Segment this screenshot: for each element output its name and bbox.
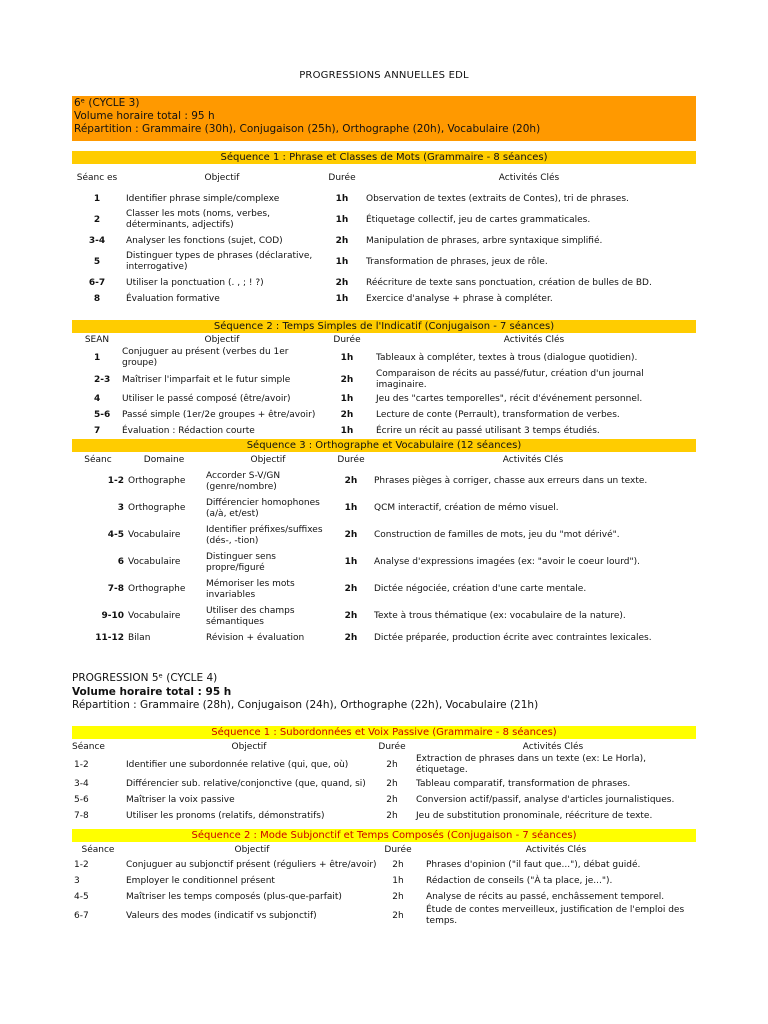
table-cell: Distinguer types de phrases (déclarative, interrogative) xyxy=(126,251,313,272)
table-cell: Conjuguer au présent (verbes du 1er groupe) xyxy=(122,347,289,368)
table-cell: 1h xyxy=(344,503,358,513)
document-title: PROGRESSIONS ANNUELLES EDL xyxy=(299,70,469,81)
cycle4-heading: PROGRESSION 5ᵉ (CYCLE 4) xyxy=(72,672,218,684)
c3-seq3-table xyxy=(72,452,696,646)
table-cell: Analyser les fonctions (sujet, COD) xyxy=(126,235,283,246)
table-row xyxy=(72,630,696,646)
cycle4-repartition: Répartition : Grammaire (28h), Conjugaison (24h), Orthographe (22h), Vocabulaire (21h) xyxy=(72,699,539,711)
table-cell: 1-2 xyxy=(74,859,89,870)
table-cell: QCM interactif, création de mémo visuel. xyxy=(374,503,559,513)
table-cell: Identifier une subordonnée relative (qui, que, où) xyxy=(126,759,349,770)
table-cell: Différencier homophones (a/à, et/est) xyxy=(206,497,320,519)
table-cell: Écrire un récit au passé utilisant 3 temps étudiés. xyxy=(376,425,600,436)
table-cell: 7-8 xyxy=(74,810,89,821)
c4-seq2-table xyxy=(72,843,696,927)
table-cell: 8 xyxy=(93,293,101,304)
table-header-cell: Séance xyxy=(72,741,105,752)
table-cell: Utiliser les pronoms (relatifs, démonstratifs) xyxy=(126,810,325,821)
table-cell: Identifier préfixes/suffixes (dés-, -tion) xyxy=(206,524,323,546)
table-cell: 6-7 xyxy=(88,277,106,288)
table-cell: Orthographe xyxy=(128,503,186,513)
table-cell: Dictée négociée, création d'une carte mentale. xyxy=(374,584,587,594)
table-header-cell: Objectif xyxy=(250,454,286,465)
table-row xyxy=(72,347,696,369)
table-cell: 5 xyxy=(93,256,101,267)
table-cell: 1h xyxy=(344,557,358,567)
table-row xyxy=(72,275,696,291)
table-cell: Valeurs des modes (indicatif vs subjonctif) xyxy=(126,910,317,921)
table-cell: 1-2 xyxy=(74,759,89,770)
table-row xyxy=(72,468,696,495)
table-row xyxy=(72,495,696,522)
table-cell: 11-12 xyxy=(95,632,124,643)
cycle4-header xyxy=(72,672,692,713)
table-cell: 1h xyxy=(335,293,349,304)
table-cell: Maîtriser les temps composés (plus-que-parfait) xyxy=(126,891,342,902)
table-cell: Distinguer sens propre/figuré xyxy=(206,551,276,573)
table-header-cell: Objectif xyxy=(204,172,240,183)
c4-seq1-title: Séquence 1 : Subordonnées et Voix Passive (Grammaire - 8 séances) xyxy=(72,726,696,739)
table-header-row xyxy=(72,452,696,468)
c3-seq3-title: Séquence 3 : Orthographe et Vocabulaire (12 séances) xyxy=(72,439,696,452)
table-cell: Phrases d'opinion ("il faut que..."), débat guidé. xyxy=(426,859,641,870)
table-cell: Construction de familles de mots, jeu du "mot dérivé". xyxy=(374,530,620,540)
table-row xyxy=(72,522,696,549)
table-cell: 4-5 xyxy=(107,530,124,540)
cycle3-header-box xyxy=(72,96,696,141)
table-cell: 1h xyxy=(335,214,349,225)
table-header-cell: Séanc xyxy=(84,454,112,465)
table-cell: 6-7 xyxy=(74,910,89,921)
table-header-cell: Durée xyxy=(384,844,412,855)
table-cell: Employer le conditionnel présent xyxy=(126,875,275,886)
table-cell: Conversion actif/passif, analyse d'articles journalistiques. xyxy=(416,794,675,805)
table-cell: Lecture de conte (Perrault), transformation de verbes. xyxy=(376,409,620,420)
table-cell: 2h xyxy=(344,530,358,540)
table-cell: Révision + évaluation xyxy=(206,632,305,643)
table-cell: 3-4 xyxy=(74,778,89,789)
table-cell: Conjuguer au subjonctif présent (réguliers + être/avoir) xyxy=(126,859,377,870)
table-row xyxy=(72,391,696,407)
table-row xyxy=(72,191,696,207)
cycle3-heading: 6ᵉ (CYCLE 3) xyxy=(74,97,140,109)
table-row xyxy=(72,207,696,233)
table-cell: Vocabulaire xyxy=(128,611,181,621)
table-cell: 2h xyxy=(340,409,354,420)
table-cell: 2 xyxy=(93,214,101,225)
table-header-cell: Objectif xyxy=(234,844,270,855)
table-cell: Manipulation de phrases, arbre syntaxique simplifié. xyxy=(366,235,603,246)
table-cell: Évaluation : Rédaction courte xyxy=(122,425,255,436)
table-cell: 2h xyxy=(386,759,398,770)
table-cell: 5-6 xyxy=(94,409,111,420)
table-cell: 2h xyxy=(340,374,354,385)
table-header-cell: Activités Clés xyxy=(498,172,560,183)
table-cell: Vocabulaire xyxy=(128,530,181,540)
table-row xyxy=(72,776,696,792)
table-cell: 2h xyxy=(386,810,398,821)
table-cell: 3 xyxy=(117,503,124,513)
table-cell: Différencier sub. relative/conjonctive (que, quand, si) xyxy=(126,778,366,789)
table-cell: Étiquetage collectif, jeu de cartes grammaticales. xyxy=(366,214,591,225)
table-cell: 1h xyxy=(340,393,354,404)
table-cell: 2h xyxy=(392,910,404,921)
table-cell: Classer les mots (noms, verbes, déterminants, adjectifs) xyxy=(126,209,270,230)
table-cell: 2h xyxy=(392,859,404,870)
c4-seq2-title: Séquence 2 : Mode Subjonctif et Temps Composés (Conjugaison - 7 séances) xyxy=(72,829,696,842)
table-row xyxy=(72,249,696,275)
c3-seq1-title: Séquence 1 : Phrase et Classes de Mots (Grammaire - 8 séances) xyxy=(72,151,696,164)
table-header-cell: Domaine xyxy=(143,454,185,465)
table-row xyxy=(72,857,696,873)
table-cell: 1-2 xyxy=(107,476,124,486)
table-header-cell: Séanc es xyxy=(76,172,118,183)
table-cell: 3-4 xyxy=(88,235,106,246)
table-cell: Jeu des "cartes temporelles", récit d'événement personnel. xyxy=(376,393,643,404)
table-cell: Comparaison de récits au passé/futur, création d'un journal imaginaire. xyxy=(376,369,644,390)
table-header-cell: Durée xyxy=(328,172,356,183)
table-cell: Identifier phrase simple/complexe xyxy=(126,193,280,204)
table-cell: 1h xyxy=(335,256,349,267)
c3-seq1-table xyxy=(72,165,696,307)
table-cell: Maîtriser l'imparfait et le futur simple xyxy=(122,374,291,385)
table-cell: Phrases pièges à corriger, chasse aux erreurs dans un texte. xyxy=(374,476,648,486)
table-cell: 1h xyxy=(335,193,349,204)
table-cell: Utiliser la ponctuation (. , ; ! ?) xyxy=(126,277,264,288)
table-cell: Observation de textes (extraits de Contes), tri de phrases. xyxy=(366,193,629,204)
table-header-cell: Activités Clés xyxy=(503,334,565,345)
table-cell: 4 xyxy=(94,393,101,404)
table-cell: 2h xyxy=(344,611,358,621)
table-cell: 2h xyxy=(344,632,358,643)
table-header-row xyxy=(72,843,696,857)
table-header-row xyxy=(72,333,696,347)
table-cell: Analyse d'expressions imagées (ex: "avoir le coeur lourd"). xyxy=(374,557,640,567)
table-cell: 2h xyxy=(335,235,349,246)
table-cell: 1h xyxy=(340,425,354,436)
table-row xyxy=(72,369,696,391)
table-row xyxy=(72,905,696,927)
table-cell: Orthographe xyxy=(128,476,186,486)
table-cell: 4-5 xyxy=(74,891,89,902)
table-header-cell: Séance xyxy=(81,844,115,855)
table-cell: Jeu de substitution pronominale, réécriture de texte. xyxy=(416,810,653,821)
table-cell: 3 xyxy=(74,875,80,886)
table-cell: Utiliser des champs sémantiques xyxy=(206,605,295,627)
table-cell: Réécriture de texte sans ponctuation, création de bulles de BD. xyxy=(366,277,652,288)
table-cell: Tableaux à compléter, textes à trous (dialogue quotidien). xyxy=(376,352,638,363)
table-cell: 5-6 xyxy=(74,794,89,805)
cycle4-volume: Volume horaire total : 95 h xyxy=(72,685,232,698)
table-cell: 7-8 xyxy=(107,584,124,594)
table-header-cell: Activités Clés xyxy=(525,844,587,855)
table-row xyxy=(72,549,696,576)
table-row xyxy=(72,603,696,630)
table-cell: Accorder S-V/GN (genre/nombre) xyxy=(206,470,281,492)
table-cell: Texte à trous thématique (ex: vocabulaire de la nature). xyxy=(374,611,626,621)
table-cell: Tableau comparatif, transformation de phrases. xyxy=(416,778,631,789)
table-header-cell: Durée xyxy=(337,454,365,465)
table-row xyxy=(72,233,696,249)
c3-seq2-title: Séquence 2 : Temps Simples de l'Indicatif (Conjugaison - 7 séances) xyxy=(72,320,696,333)
table-row xyxy=(72,808,696,824)
table-cell: Extraction de phrases dans un texte (ex: Le Horla), étiquetage. xyxy=(416,754,646,775)
table-header-cell: Activités Clés xyxy=(522,741,584,752)
table-row xyxy=(72,792,696,808)
table-cell: Rédaction de conseils ("À ta place, je..."). xyxy=(426,875,613,886)
table-cell: 2h xyxy=(335,277,349,288)
table-cell: 1 xyxy=(94,352,101,363)
table-row xyxy=(72,873,696,889)
table-cell: 2h xyxy=(392,891,404,902)
table-row xyxy=(72,423,696,439)
table-header-cell: Activités Clés xyxy=(502,454,564,465)
cycle3-repartition: Répartition : Grammaire (30h), Conjugaison (25h), Orthographe (20h), Vocabulaire (20h) xyxy=(74,123,541,135)
c3-seq2-table xyxy=(72,333,696,439)
table-cell: Exercice d'analyse + phrase à compléter. xyxy=(366,293,553,304)
cycle3-volume: Volume horaire total : 95 h xyxy=(74,110,215,122)
table-cell: 1h xyxy=(340,352,354,363)
c4-seq1-table xyxy=(72,740,696,824)
table-cell: 2h xyxy=(344,584,358,594)
table-row xyxy=(72,889,696,905)
table-row xyxy=(72,291,696,307)
table-cell: 7 xyxy=(94,425,101,436)
table-cell: 6 xyxy=(117,557,124,567)
table-header-cell: Durée xyxy=(333,334,361,345)
table-header-cell: Objectif xyxy=(204,334,240,345)
table-cell: Maîtriser la voix passive xyxy=(126,794,235,805)
table-cell: Mémoriser les mots invariables xyxy=(206,578,295,600)
table-row xyxy=(72,576,696,603)
table-header-cell: Durée xyxy=(378,741,406,752)
table-cell: Évaluation formative xyxy=(126,293,220,304)
table-header-cell: SEAN xyxy=(84,334,110,345)
table-cell: Étude de contes merveilleux, justification de l'emploi des temps. xyxy=(426,905,685,926)
table-cell: 2h xyxy=(386,794,398,805)
table-cell: Vocabulaire xyxy=(128,557,181,567)
table-cell: 1 xyxy=(93,193,101,204)
table-cell: 9-10 xyxy=(101,611,124,621)
table-cell: Analyse de récits au passé, enchâssement temporel. xyxy=(426,891,665,902)
table-cell: 2-3 xyxy=(94,374,111,385)
table-row xyxy=(72,754,696,776)
table-cell: 2h xyxy=(386,778,398,789)
table-cell: 2h xyxy=(344,476,358,486)
table-cell: Bilan xyxy=(128,632,151,643)
table-cell: Orthographe xyxy=(128,584,186,594)
table-header-row xyxy=(72,165,696,191)
table-header-row xyxy=(72,740,696,754)
table-header-cell: Objectif xyxy=(231,741,267,752)
table-cell: Passé simple (1er/2e groupes + être/avoir) xyxy=(122,409,316,420)
table-cell: Utiliser le passé composé (être/avoir) xyxy=(122,393,291,404)
table-cell: Dictée préparée, production écrite avec contraintes lexicales. xyxy=(374,632,652,643)
table-cell: Transformation de phrases, jeux de rôle. xyxy=(366,256,548,267)
table-row xyxy=(72,407,696,423)
table-cell: 1h xyxy=(392,875,404,886)
